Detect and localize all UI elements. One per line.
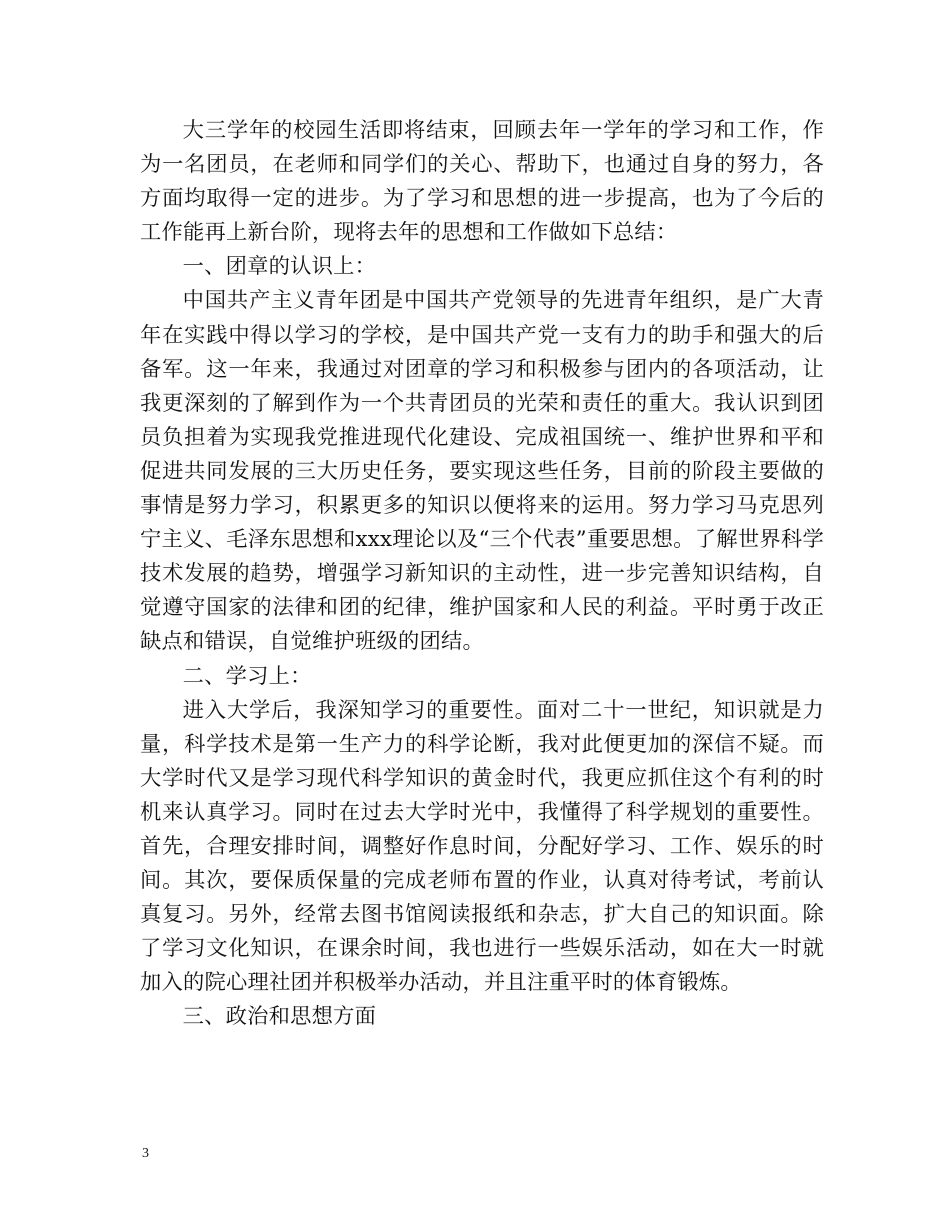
study-paragraph: 进入大学后，我深知学习的重要性。面对二十一世纪，知识就是力量，科学技术是第一生产力的科学论断，我对此便更加的深信不疑。而大学时代又是学习现代科学知识的黄金时代，我更应抓住这个有利的时机来认真学习。同时在过去大学时光中，我懂得了科学规划的重要性。首先，合理安排时间，调整好作息时间，分配好学习、工作、娱乐的时间。其次，要保质保量的完成老师布置的作业，认真对待考试，考前认真复习。另外，经常去图书馆阅读报纸和杂志，扩大自己的知识面。除了学习文化知识，在课余时间，我也进行一些娱乐活动，如在大一时就加入的院心理社团并积极举办活动，并且注重平时的体育锻炼。: [140, 697, 824, 996]
league-charter-paragraph: 中国共产主义青年团是中国共产党领导的先进青年组织，是广大青年在实践中得以学习的学校，是中国共产党一支有力的助手和强大的后备军。这一年来，我通过对团章的学习和积极参与团内的各项活动，让我更深刻的了解到作为一个共青团员的光荣和责任的重大。我认识到团员负担着为实现我党推进现代化建设、完成祖国统一、维护世界和平和促进共同发展的三大历史任务，要实现这些任务，目前的阶段主要做的事情是努力学习，积累更多的知识以便将来的运用。努力学习马克思列宁主义、毛泽东思想和xxx理论以及“三个代表”重要思想。了解世界科学技术发展的趋势，增强学习新知识的主动性，进一步完善知识结构，自觉遵守国家的法律和团的纪律，维护国家和人民的利益。平时勇于改正缺点和错误，自觉维护班级的团结。: [140, 288, 824, 655]
page-number: 3: [142, 1146, 149, 1161]
section-heading-politics: 三、政治和思想方面: [182, 1004, 377, 1030]
section-heading-study: 二、学习上：: [182, 663, 312, 689]
intro-paragraph: 大三学年的校园生活即将结束，回顾去年一学年的学习和工作，作为一名团员，在老师和同学们的关心、帮助下，也通过自身的努力，各方面均取得一定的进步。为了学习和思想的进一步提高，也为了今后的工作能再上新台阶，现将去年的思想和工作做如下总结：: [140, 118, 824, 246]
section-heading-league-charter: 一、团章的认识上：: [182, 254, 377, 280]
document-body: [140, 114, 824, 1035]
